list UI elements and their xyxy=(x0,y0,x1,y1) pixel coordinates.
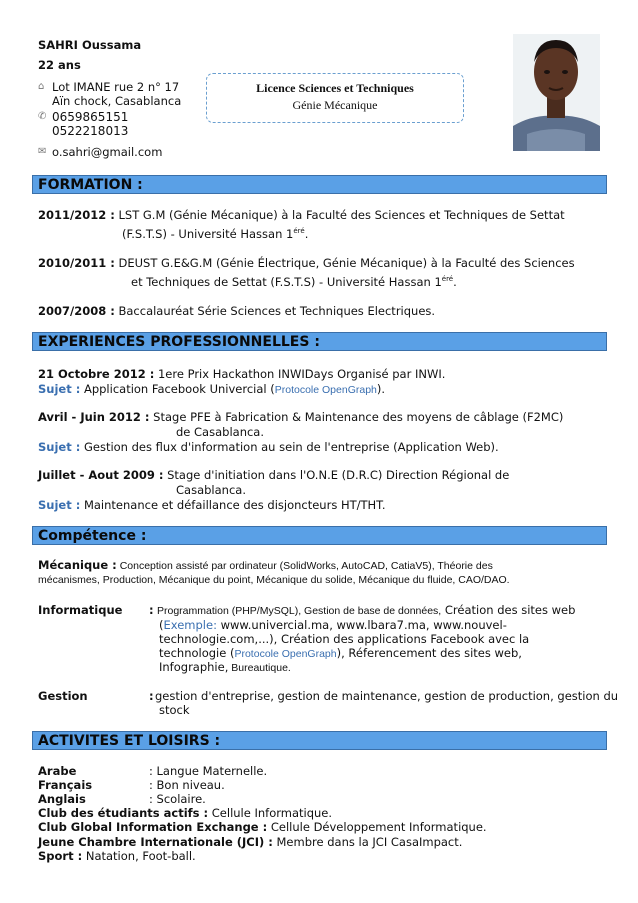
activity-row: Jeune Chambre Internationale (JCI) : Membre dans la JCI CasaImpact. xyxy=(38,835,463,849)
competence-info-line1: Programmation (PHP/MySQL), Gestion de base de données, Création des sites web xyxy=(157,603,576,617)
competence-info-line3: technologie.com,...), Création des applications Facebook avec la xyxy=(159,632,530,646)
activity-row: Sport : Natation, Foot-ball. xyxy=(38,849,196,863)
candidate-age: 22 ans xyxy=(38,58,81,72)
envelope-icon: ✉ xyxy=(38,146,47,157)
activity-value: : Bon niveau. xyxy=(149,778,225,792)
formation-item: 2011/2012 : LST G.M (Génie Mécanique) à la Faculté des Sciences et Techniques de Settat xyxy=(38,208,565,222)
section-activites: ACTIVITES ET LOISIRS : xyxy=(32,731,607,750)
section-experiences: EXPERIENCES PROFESSIONNELLES : xyxy=(32,332,607,351)
competence-gestion-label: Gestion xyxy=(38,689,88,703)
phone-icon: ✆ xyxy=(38,111,47,122)
degree-box xyxy=(206,73,464,123)
phone-1: 0659865151 xyxy=(52,110,129,124)
experience-subject: Sujet : Maintenance et défaillance des disjoncteurs HT/THT. xyxy=(38,498,386,512)
email: o.sahri@gmail.com xyxy=(52,145,163,159)
experience-item-line2: de Casablanca. xyxy=(176,425,265,439)
address-line2: Aïn chock, Casablanca xyxy=(52,94,182,108)
experience-item-line2: Casablanca. xyxy=(176,483,246,497)
competence-info-label: Informatique xyxy=(38,603,123,617)
address-line1: Lot IMANE rue 2 n° 17 xyxy=(52,80,180,94)
candidate-name: SAHRI Oussama xyxy=(38,38,142,52)
formation-item-line2: et Techniques de Settat (F.S.T.S) - Université Hassan $1^{éré}$. xyxy=(131,274,457,289)
competence-mecanique-line2: mécanismes, Production, Mécanique du point, Mécanique du solide, Mécanique du fluide, CAO/DAO. xyxy=(38,574,510,586)
degree-title: Licence Sciences et Techniques xyxy=(256,81,414,95)
experience-subject: Sujet : Application Facebook Univercial (Protocole OpenGraph). xyxy=(38,382,386,396)
email-block xyxy=(38,145,162,159)
competence-gestion-colon: : xyxy=(149,689,154,703)
address-block xyxy=(38,80,181,108)
competence-info-colon: : xyxy=(149,603,154,617)
section-competence: Compétence : xyxy=(32,526,607,545)
section-formation: FORMATION : xyxy=(32,175,607,194)
activity-value: : Langue Maternelle. xyxy=(149,764,268,778)
formation-item: 2010/2011 : DEUST G.E&G.M (Génie Électrique, Génie Mécanique) à la Faculté des Sciences xyxy=(38,256,575,270)
formation-item-line2: (F.S.T.S) - Université Hassan $1^{éré}$. xyxy=(122,226,309,241)
competence-mecanique: Mécanique : Conception assisté par ordinateur (SolidWorks, AutoCAD, CatiaV5), Théorie des xyxy=(38,558,493,572)
experience-subject: Sujet : Gestion des flux d'information au sein de l'entreprise (Application Web). xyxy=(38,440,499,454)
competence-info-line5: Infographie, Bureautique. xyxy=(159,660,291,674)
formation-item: 2007/2008 : Baccalauréat Série Sciences et Techniques Electriques. xyxy=(38,304,436,318)
degree-subtitle: Génie Mécanique xyxy=(292,98,378,112)
competence-info-line4: technologie (Protocole OpenGraph), Réferencement des sites web, xyxy=(159,646,522,660)
phone-block xyxy=(38,110,128,138)
activity-row: Français xyxy=(38,778,93,792)
competence-gestion-line2: stock xyxy=(159,703,190,717)
competence-info-line2: (Exemple: www.univercial.ma, www.lbara7.ma, www.nouvel- xyxy=(159,618,507,632)
activity-row: Club Global Information Exchange : Cellule Développement Informatique. xyxy=(38,820,487,834)
activity-row: Club des étudiants actifs : Cellule Informatique. xyxy=(38,806,333,820)
activity-row: Arabe xyxy=(38,764,77,778)
activity-value: : Scolaire. xyxy=(149,792,206,806)
experience-item: Juillet - Aout 2009 : Stage d'initiation dans l'O.N.E (D.R.C) Direction Régional de xyxy=(38,468,510,482)
phone-2: 0522218013 xyxy=(52,124,129,138)
experience-item: 21 Octobre 2012 : 1ere Prix Hackathon INWIDays Organisé par INWI. xyxy=(38,367,446,381)
home-icon: ⌂ xyxy=(38,81,45,92)
experience-item: Avril - Juin 2012 : Stage PFE à Fabrication & Maintenance des moyens de câblage (F2MC) xyxy=(38,410,564,424)
profile-photo xyxy=(513,34,600,151)
competence-gestion-line1: gestion d'entreprise, gestion de maintenance, gestion de production, gestion du xyxy=(155,689,619,703)
activity-row: Anglais xyxy=(38,792,86,806)
